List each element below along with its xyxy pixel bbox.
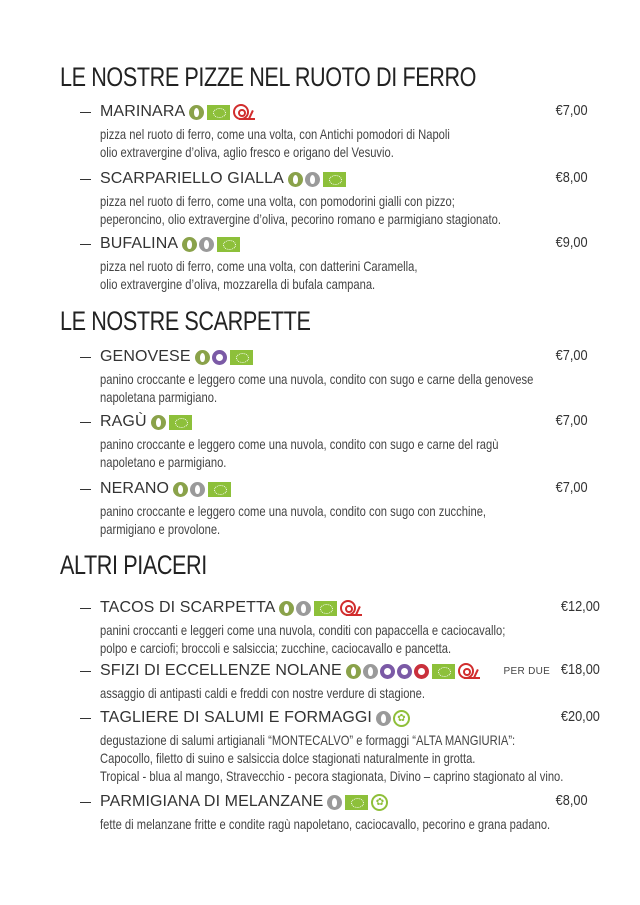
- vegetarian-icon: [189, 105, 204, 120]
- dash: [80, 422, 91, 423]
- menu-item-genovese: [80, 347, 600, 406]
- item-price: €8,00: [556, 169, 588, 186]
- item-name: BUFALINA: [100, 235, 179, 252]
- eu-organic-icon: [432, 664, 455, 679]
- dash: [80, 671, 91, 672]
- menu-item-sfizi: [80, 661, 600, 702]
- menu-item-nerano: [80, 479, 600, 538]
- dash: [80, 718, 91, 719]
- vegetarian-icon: [195, 350, 210, 365]
- clover-icon: [380, 664, 395, 679]
- item-name: GENOVESE: [100, 348, 191, 365]
- item-description: panino croccante e leggero come una nuvola, condito con sugo e carne della genovese napoletana parmigiano.: [100, 371, 534, 405]
- item-description: fette di melanzane fritte e condite ragù napoletano, caciocavallo, pecorino e grana padano.: [100, 816, 551, 832]
- item-price: €12,00: [560, 598, 600, 615]
- menu-item-tagliere: [80, 708, 600, 785]
- dash: [80, 802, 91, 803]
- milk-allergen-icon: [363, 664, 378, 679]
- menu-item-bufalina: [80, 234, 600, 293]
- vegetarian-icon: [279, 601, 294, 616]
- item-price: €8,00: [556, 792, 588, 809]
- per-due-label: PER DUE: [503, 666, 551, 677]
- menu-item-scarpariello: [80, 169, 600, 228]
- item-name: TACOS DI SCARPETTA: [100, 599, 276, 616]
- section-title-pizze: LE NOSTRE PIZZE NEL RUOTO DI FERRO: [60, 62, 477, 92]
- dash: [80, 357, 91, 358]
- item-description: degustazione di salumi artigianali “MONTECALVO” e formaggi “ALTA MANGIURIA”: Capocollo, filetto di suino e salsiccia dolce stagionati naturalmente in grotta. Tropical - blua al mango, Stravecchio - pecora stagionata, Divino – caprino stagionato al vino.: [100, 732, 564, 784]
- item-description: pizza nel ruoto di ferro, come una volta, con Antichi pomodori di Napoli olio extravergine d’oliva, aglio fresco e origano del Vesuvio.: [100, 126, 450, 160]
- milk-allergen-icon: [376, 711, 391, 726]
- dash: [80, 244, 91, 245]
- item-price: €9,00: [556, 234, 588, 251]
- eu-organic-icon: [345, 795, 368, 810]
- dash: [80, 112, 91, 113]
- vegetarian-icon: [182, 237, 197, 252]
- vegetarian-icon: [288, 172, 303, 187]
- menu-item-parmigiana: [80, 792, 600, 833]
- slow-food-snail-icon: [458, 663, 480, 680]
- vegetarian-icon: [173, 482, 188, 497]
- item-name: NERANO: [100, 480, 170, 497]
- milk-allergen-icon: [190, 482, 205, 497]
- menu-item-marinara: [80, 102, 600, 161]
- clover-icon: [212, 350, 227, 365]
- menu-item-ragu: [80, 412, 600, 471]
- gluten-free-icon: ✿: [371, 794, 388, 811]
- milk-allergen-icon: [305, 172, 320, 187]
- item-description: pizza nel ruoto di ferro, come una volta, con pomodorini gialli con pizzo; peperoncino, olio extravergine d’oliva, pecorino romano e parmigiano stagionato.: [100, 193, 501, 227]
- milk-allergen-icon: [199, 237, 214, 252]
- eu-organic-icon: [314, 601, 337, 616]
- section-title-scarpette: LE NOSTRE SCARPETTE: [60, 306, 311, 336]
- item-name: SCARPARIELLO GIALLA: [100, 170, 284, 187]
- item-description: assaggio di antipasti caldi e freddi con nostre verdure di stagione.: [100, 685, 425, 701]
- item-name: TAGLIERE DI SALUMI E FORMAGGI: [100, 709, 372, 726]
- milk-allergen-icon: [327, 795, 342, 810]
- item-description: panini croccanti e leggeri come una nuvola, conditi con papaccella e caciocavallo; polpo e carciofi; broccoli e salsiccia; zucchine, caciocavallo e pancetta.: [100, 622, 506, 656]
- item-description: panino croccante e leggero come una nuvola, condito con sugo con zucchine, parmigiano e provolone.: [100, 503, 487, 537]
- dash: [80, 489, 91, 490]
- dash: [80, 608, 91, 609]
- eu-organic-icon: [230, 350, 253, 365]
- dash: [80, 179, 91, 180]
- eu-organic-icon: [208, 482, 231, 497]
- item-name: PARMIGIANA DI MELANZANE: [100, 793, 324, 810]
- section-title-altri-piaceri: ALTRI PIACERI: [60, 550, 207, 580]
- item-name: MARINARA: [100, 103, 186, 120]
- wine-glass-icon: [414, 664, 429, 679]
- menu-item-tacos: [80, 598, 600, 657]
- gluten-free-icon: ✿: [393, 710, 410, 727]
- item-name: SFIZI DI ECCELLENZE NOLANE: [100, 662, 342, 679]
- item-price: PER DUE €18,00: [503, 661, 600, 678]
- eu-organic-icon: [217, 237, 240, 252]
- slow-food-snail-icon: [233, 104, 255, 121]
- item-price: €7,00: [556, 479, 588, 496]
- item-price: €7,00: [556, 102, 588, 119]
- item-price: €20,00: [560, 708, 600, 725]
- item-description: pizza nel ruoto di ferro, come una volta, con datterini Caramella, olio extravergine d’oliva, mozzarella di bufala campana.: [100, 258, 418, 292]
- eu-organic-icon: [207, 105, 230, 120]
- milk-allergen-icon: [296, 601, 311, 616]
- eu-organic-icon: [169, 415, 192, 430]
- item-name: RAGÙ: [100, 413, 147, 430]
- vegetarian-icon: [346, 664, 361, 679]
- flower-icon: [397, 664, 412, 679]
- slow-food-snail-icon: [340, 600, 362, 617]
- eu-organic-icon: [323, 172, 346, 187]
- item-price: €7,00: [556, 412, 588, 429]
- item-description: panino croccante e leggero come una nuvola, condito con sugo e carne del ragù napoletano e parmigiano.: [100, 436, 499, 470]
- item-price: €7,00: [556, 347, 588, 364]
- vegetarian-icon: [151, 415, 166, 430]
